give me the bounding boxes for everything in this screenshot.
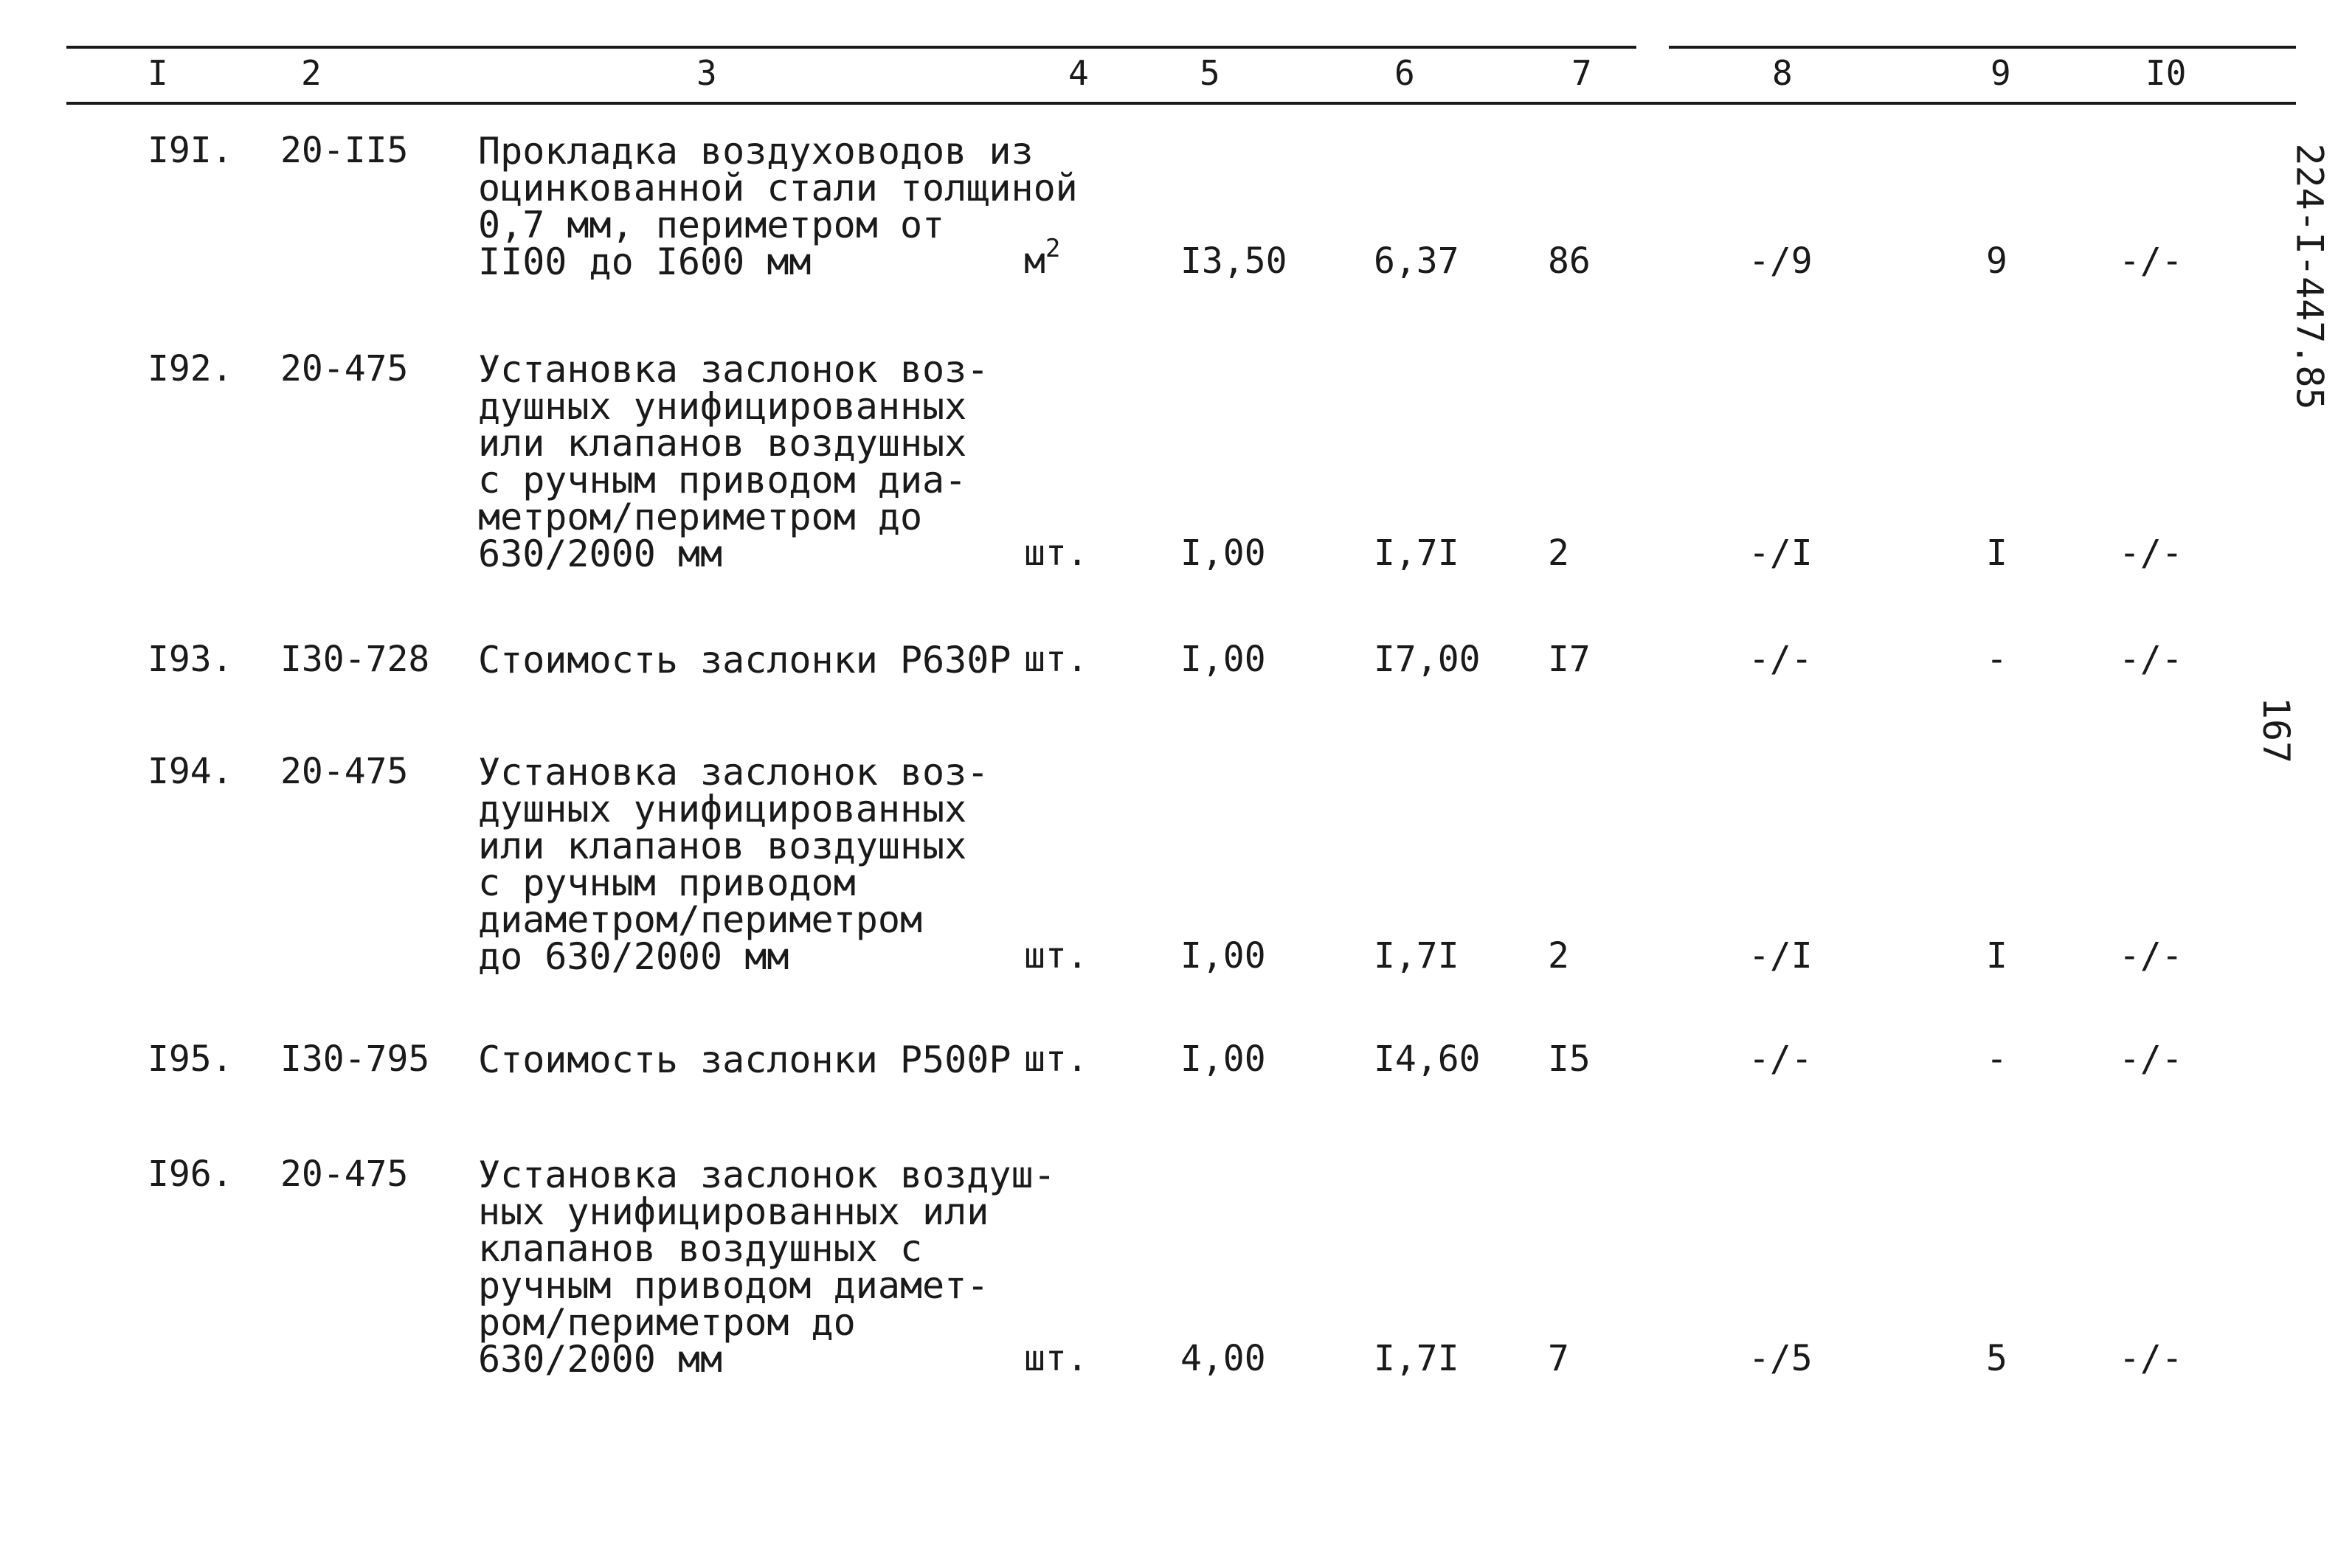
col-8-value: -/- xyxy=(1749,639,1813,680)
row-number: I92. xyxy=(148,348,233,389)
col-8-value: -/- xyxy=(1749,1038,1813,1080)
col-6-value: I,7I xyxy=(1374,1338,1459,1379)
col-5-value: I,00 xyxy=(1180,533,1266,574)
unit: шт. xyxy=(1024,1038,1088,1080)
col-7-value: 86 xyxy=(1548,240,1591,282)
col-9-value: 9 xyxy=(1986,240,2007,282)
col-8-value: -/5 xyxy=(1749,1338,1813,1379)
unit-superscript: 2 xyxy=(1045,234,1061,263)
unit: шт. xyxy=(1024,935,1088,976)
unit: шт. xyxy=(1024,533,1088,574)
col-10-value: -/- xyxy=(2119,935,2183,976)
col-5-value: 4,00 xyxy=(1180,1338,1266,1379)
col-10-value: -/- xyxy=(2119,533,2183,574)
col-7-value: 2 xyxy=(1548,533,1569,574)
price-code: 20-475 xyxy=(280,751,409,792)
col-10-value: -/- xyxy=(2119,240,2183,282)
col-header-9: 9 xyxy=(1990,53,2011,93)
col-9-value: I xyxy=(1986,533,2007,574)
col-header-2: 2 xyxy=(301,53,322,93)
unit: шт. xyxy=(1024,1338,1088,1379)
col-8-value: -/I xyxy=(1749,533,1813,574)
col-header-7: 7 xyxy=(1571,53,1592,93)
col-6-value: I,7I xyxy=(1374,533,1459,574)
price-code: 20-475 xyxy=(280,1154,409,1195)
work-description: Прокладка воздуховодов из оцинкованной стали толщиной 0,7 мм, периметром от II00 до I600 мм xyxy=(478,130,1078,283)
col-6-value: I7,00 xyxy=(1374,639,1481,680)
work-description: Установка заслонок воз- душных унифицированных или клапанов воздушных с ручным приводом диа- метром/периметром до 630/2000 мм xyxy=(478,348,989,575)
unit xyxy=(1024,234,1061,282)
document-code: 224-I-447.85 xyxy=(2288,143,2331,410)
work-description: Установка заслонок воз- душных унифицированных или клапанов воздушных с ручным приводом диаметром/периметром до 630/2000 мм xyxy=(478,751,989,978)
price-code: I30-795 xyxy=(280,1038,430,1080)
col-header-6: 6 xyxy=(1394,53,1415,93)
col-header-8: 8 xyxy=(1772,53,1793,93)
price-code: 20-II5 xyxy=(280,130,409,171)
col-5-value: I3,50 xyxy=(1180,240,1287,282)
col-7-value: 7 xyxy=(1548,1338,1569,1379)
col-9-value: I xyxy=(1986,935,2007,976)
header-top-rule-left xyxy=(66,46,1636,49)
work-description: Стоимость заслонки Р500Р xyxy=(478,1038,1011,1081)
col-5-value: I,00 xyxy=(1180,639,1266,680)
col-header-3: 3 xyxy=(696,53,717,93)
col-8-value: -/I xyxy=(1749,935,1813,976)
col-10-value: -/- xyxy=(2119,1038,2183,1080)
col-9-value: 5 xyxy=(1986,1338,2007,1379)
price-code: I30-728 xyxy=(280,639,430,680)
col-6-value: I,7I xyxy=(1374,935,1459,976)
header-bottom-rule xyxy=(66,102,2296,105)
price-code: 20-475 xyxy=(280,348,409,389)
col-6-value: I4,60 xyxy=(1374,1038,1481,1080)
col-7-value: I7 xyxy=(1548,639,1591,680)
col-header-10: I0 xyxy=(2145,53,2187,93)
row-number: I9I. xyxy=(148,130,233,171)
row-number: I95. xyxy=(148,1038,233,1080)
col-6-value: 6,37 xyxy=(1374,240,1459,282)
col-7-value: 2 xyxy=(1548,935,1569,976)
page-number: 167 xyxy=(2255,696,2298,764)
col-8-value: -/9 xyxy=(1749,240,1813,282)
col-5-value: I,00 xyxy=(1180,935,1266,976)
unit: шт. xyxy=(1024,639,1088,680)
unit-text: м xyxy=(1024,240,1045,282)
row-number: I93. xyxy=(148,639,233,680)
col-10-value: -/- xyxy=(2119,639,2183,680)
col-9-value: - xyxy=(1986,1038,2007,1080)
header-top-rule-right xyxy=(1669,46,2296,49)
col-header-1: I xyxy=(148,53,168,93)
col-header-4: 4 xyxy=(1068,53,1089,93)
col-header-5: 5 xyxy=(1200,53,1220,93)
row-number: I94. xyxy=(148,751,233,792)
col-7-value: I5 xyxy=(1548,1038,1591,1080)
col-10-value: -/- xyxy=(2119,1338,2183,1379)
col-9-value: - xyxy=(1986,639,2007,680)
work-description: Установка заслонок воздуш- ных унифицированных или клапанов воздушных с ручным приводом диамет- ром/периметром до 630/2000 мм xyxy=(478,1154,1056,1381)
work-description: Стоимость заслонки Р630Р xyxy=(478,639,1011,681)
row-number: I96. xyxy=(148,1154,233,1195)
col-5-value: I,00 xyxy=(1180,1038,1266,1080)
